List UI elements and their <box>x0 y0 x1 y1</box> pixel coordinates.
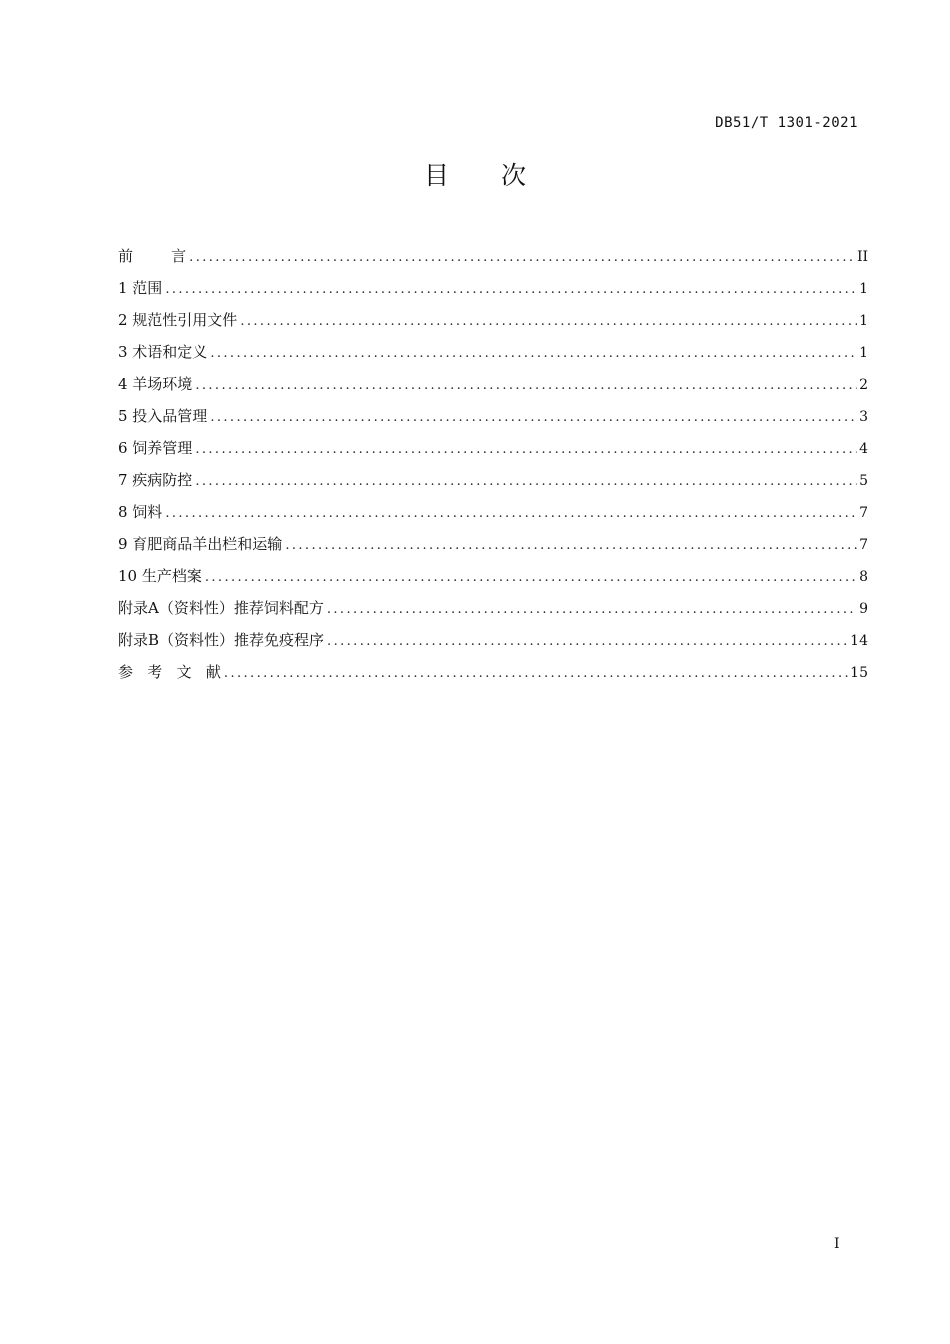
toc-entry-page: 7 <box>859 505 868 521</box>
toc-entry-bibliography[interactable] <box>118 656 868 688</box>
toc-entry-page: 15 <box>850 665 868 681</box>
toc-entry-input-management[interactable] <box>118 400 868 432</box>
toc-entry-page: 4 <box>859 441 868 457</box>
toc-leader-dots <box>195 466 857 498</box>
toc-leader-dots <box>205 562 857 594</box>
toc-leader-dots <box>210 402 857 434</box>
page-number: I <box>834 1236 840 1252</box>
toc-entry-appendix-a[interactable] <box>118 592 868 624</box>
toc-leader-dots <box>224 658 848 690</box>
toc-leader-dots <box>165 498 857 530</box>
toc-entry-label: 4 羊场环境 <box>118 375 193 393</box>
page-title: 目次 <box>423 161 578 190</box>
toc-entry-label: 10 生产档案 <box>118 567 202 585</box>
toc-entry-label: 9 育肥商品羊出栏和运输 <box>118 535 283 553</box>
toc-leader-dots <box>165 274 857 306</box>
toc-entry-scope[interactable] <box>118 272 868 304</box>
toc-entry-label: 1 范围 <box>118 279 163 297</box>
toc-entry-feed[interactable] <box>118 496 868 528</box>
toc-entry-page: 9 <box>859 601 868 617</box>
toc-leader-dots <box>285 530 857 562</box>
toc-leader-dots <box>189 242 855 274</box>
toc-entry-page: II <box>856 249 868 265</box>
toc-entry-slaughter-transport[interactable] <box>118 528 868 560</box>
toc-entry-label: 5 投入品管理 <box>118 407 208 425</box>
toc-leader-dots <box>327 594 857 626</box>
document-code: DB51/T 1301-2021 <box>715 115 858 131</box>
toc-entry-label: 附录B（资料性）推荐免疫程序 <box>118 631 325 649</box>
toc-entry-disease-control[interactable] <box>118 464 868 496</box>
table-of-contents <box>118 240 868 688</box>
toc-entry-page: 1 <box>859 313 868 329</box>
toc-leader-dots <box>240 306 857 338</box>
toc-entry-page: 3 <box>859 409 868 425</box>
toc-entry-label: 2 规范性引用文件 <box>118 311 238 329</box>
toc-entry-page: 1 <box>859 281 868 297</box>
toc-entry-label: 参 考 文 献 <box>118 663 221 681</box>
toc-entry-normative-references[interactable] <box>118 304 868 336</box>
toc-entry-terms-definitions[interactable] <box>118 336 868 368</box>
toc-entry-page: 8 <box>859 569 868 585</box>
toc-leader-dots <box>210 338 857 370</box>
toc-entry-label: 3 术语和定义 <box>118 343 208 361</box>
toc-entry-foreword[interactable] <box>118 240 868 272</box>
toc-entry-page: 2 <box>859 377 868 393</box>
toc-entry-page: 14 <box>850 633 868 649</box>
toc-entry-production-records[interactable] <box>118 560 868 592</box>
toc-entry-label: 7 疾病防控 <box>118 471 193 489</box>
toc-leader-dots <box>195 434 857 466</box>
toc-entry-page: 5 <box>859 473 868 489</box>
toc-entry-feeding-management[interactable] <box>118 432 868 464</box>
toc-entry-page: 1 <box>859 345 868 361</box>
toc-entry-label: 附录A（资料性）推荐饲料配方 <box>118 599 324 617</box>
toc-entry-label: 前 言 <box>118 247 187 265</box>
toc-entry-page: 7 <box>859 537 868 553</box>
toc-leader-dots <box>195 370 857 402</box>
toc-entry-label: 6 饲养管理 <box>118 439 193 457</box>
toc-entry-label: 8 饲料 <box>118 503 163 521</box>
toc-leader-dots <box>327 626 848 658</box>
toc-entry-appendix-b[interactable] <box>118 624 868 656</box>
toc-entry-farm-environment[interactable] <box>118 368 868 400</box>
